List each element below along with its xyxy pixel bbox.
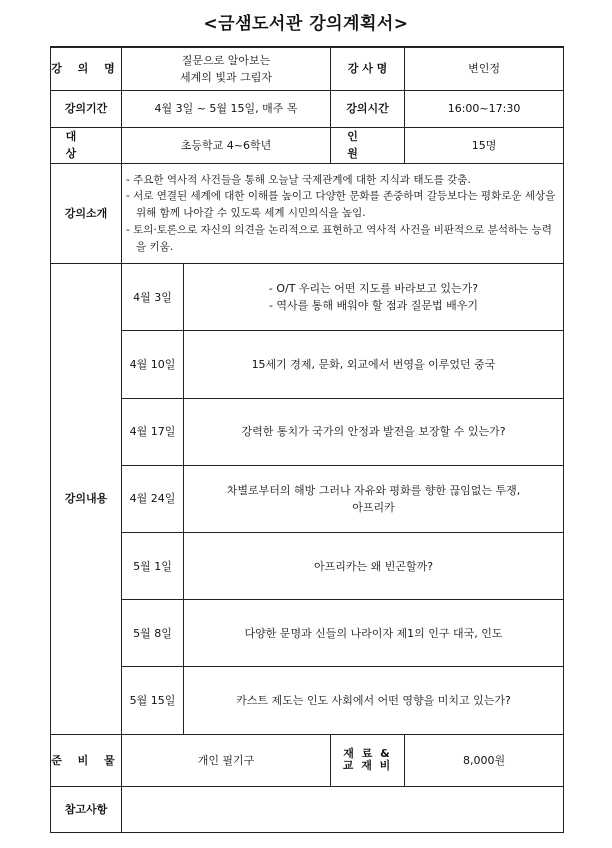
material-fee-value: 8,000원 (405, 734, 564, 786)
notes-row (51, 786, 564, 832)
session-topic-line: 강력한 통치가 국가의 안정과 발전을 보장할 수 있는가? (241, 425, 506, 439)
instructor-label: 강 사 명 (331, 47, 405, 90)
session-topic-line: - O/T 우리는 어떤 지도를 바라보고 있는가? (268, 282, 479, 296)
session-date: 4월 3일 (122, 264, 184, 331)
time-value: 16:00~17:30 (405, 90, 564, 127)
session-topic (184, 398, 564, 465)
session-topic (184, 465, 564, 532)
capacity-label: 인 원 (331, 127, 405, 163)
session-row (51, 465, 564, 532)
session-topic-line: 다양한 문명과 신들의 나라이자 제1의 인구 대국, 인도 (244, 626, 503, 640)
material-fee-label-line1: 재 료 & (343, 746, 392, 760)
session-date: 4월 17일 (122, 398, 184, 465)
session-topic-line: 15세기 경제, 문화, 외교에서 번영을 이루었던 중국 (251, 357, 496, 371)
session-topic-line: 아프리카는 왜 빈곤할까? (313, 559, 434, 573)
session-row (51, 264, 564, 331)
material-fee-label (331, 734, 405, 786)
session-topic (184, 331, 564, 398)
session-row (51, 331, 564, 398)
intro-line: - 주요한 역사적 사건들을 통해 오늘날 국제관계에 대한 지식과 태도를 갖춤. (126, 173, 471, 186)
page-title: <금샘도서관 강의계획서> (203, 14, 409, 34)
capacity-value: 15명 (405, 127, 564, 163)
session-date: 4월 24일 (122, 465, 184, 532)
period-label: 강의기간 (51, 90, 122, 127)
target-value: 초등학교 4~6학년 (122, 127, 331, 163)
time-label: 강의시간 (331, 90, 405, 127)
session-topic-line: 카스트 제도는 인도 사회에서 어떤 영향을 미치고 있는가? (236, 693, 511, 707)
session-date: 5월 1일 (122, 532, 184, 599)
session-topic-line: 아프리카 (352, 500, 395, 514)
course-name-line2: 세계의 빛과 그림자 (180, 70, 273, 84)
course-name-value (122, 47, 331, 90)
notes-value (122, 786, 564, 832)
session-topic (184, 532, 564, 599)
session-row (51, 667, 564, 734)
intro-label: 강의소개 (51, 163, 122, 263)
session-topic (184, 600, 564, 667)
session-row (51, 600, 564, 667)
intro-text (122, 163, 564, 263)
session-date: 5월 15일 (122, 667, 184, 734)
notes-label: 참고사항 (51, 786, 122, 832)
prep-label: 준 비 물 (51, 734, 122, 786)
session-row (51, 532, 564, 599)
course-name-label: 강 의 명 (51, 47, 122, 90)
session-topic (184, 264, 564, 331)
prep-value: 개인 필기구 (122, 734, 331, 786)
session-topic-line: 차별로부터의 해방 그러나 자유와 평화를 향한 끊임없는 투쟁, (226, 483, 521, 497)
period-value: 4월 3일 ~ 5월 15일, 매주 목 (122, 90, 331, 127)
materials-row (51, 734, 564, 786)
session-date: 4월 10일 (122, 331, 184, 398)
material-fee-label-line2: 교 재 비 (342, 759, 393, 773)
lecture-plan-table (50, 46, 564, 833)
target-label: 대 상 (51, 127, 122, 163)
intro-row (51, 163, 564, 263)
session-date: 5월 8일 (122, 600, 184, 667)
instructor-value: 변인정 (405, 47, 564, 90)
session-topic-line: - 역사를 통해 배워야 할 점과 질문법 배우기 (268, 299, 479, 313)
period-row (51, 90, 564, 127)
session-topic (184, 667, 564, 734)
intro-line: - 토의·토론으로 자신의 의견을 논리적으로 표현하고 역사적 사건을 비판적으로 분석하는 능력을 키움. (126, 223, 552, 253)
course-name-line1: 질문으로 알아보는 (181, 53, 271, 67)
intro-line: - 서로 연결된 세계에 대한 이해를 높이고 다양한 문화를 존중하며 갈등보다는 평화로운 세상을 위해 함께 나아갈 수 있도록 세계 시민의식을 높임. (126, 190, 556, 220)
content-label: 강의내용 (51, 264, 122, 734)
course-name-row (51, 47, 564, 90)
target-row (51, 127, 564, 163)
session-row (51, 398, 564, 465)
